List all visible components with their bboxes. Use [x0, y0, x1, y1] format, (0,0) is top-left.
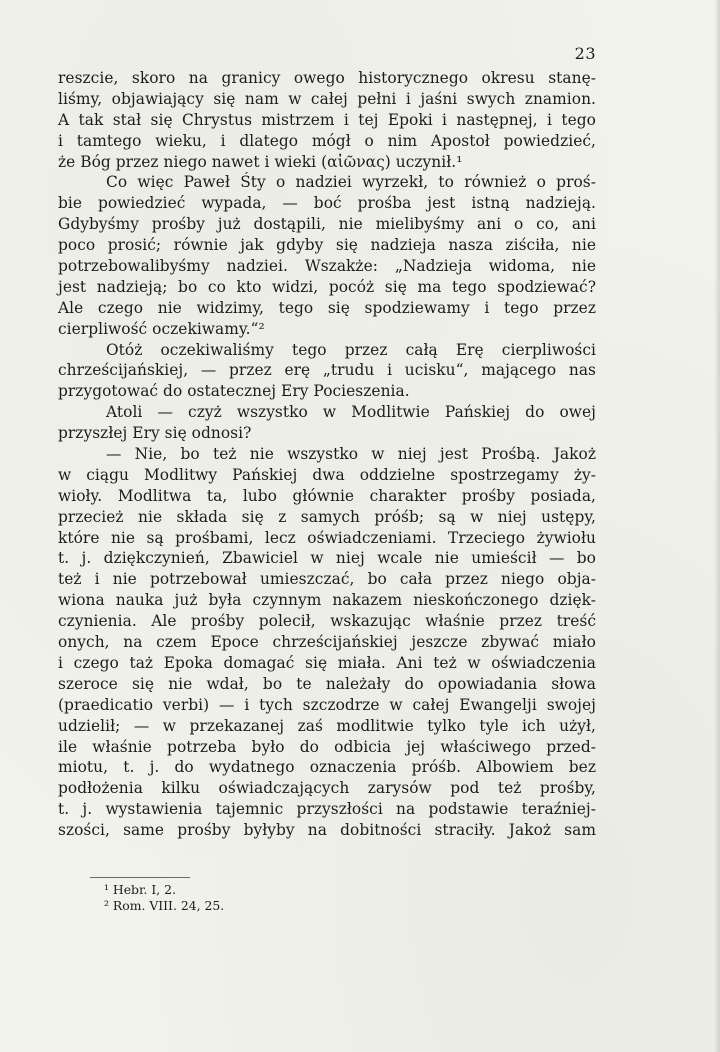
text-line: Ale czego nie widzimy, tego się spodziewamy i tego przez	[58, 298, 596, 317]
text-line: podłożenia kilku oświadczających zarysów pod też prośby,	[58, 779, 596, 798]
text-line: cierpliwość oczekiwamy.“²	[58, 319, 265, 338]
text-line: onych, na czem Epoce chrześcijańskiej jeszcze zbywać miało	[58, 633, 596, 652]
text-line: chrześcijańskiej, — przez erę „trudu i ucisku“, mającego nas	[58, 361, 596, 380]
text-line: w ciągu Modlitwy Pańskiej dwa oddzielne spostrzegamy ży-	[58, 465, 596, 484]
footnotes	[104, 882, 404, 914]
text-line: i czego taż Epoka domagać się miała. Ani też w oświadczenia	[58, 653, 596, 672]
text-line: przyszłej Ery się odnosi?	[58, 424, 252, 443]
text-line: miotu, t. j. do wydatnego oznaczenia próśb. Albowiem bez	[58, 758, 596, 777]
text-line: bie powiedzieć wypada, — boć prośba jest istną nadzieją.	[58, 194, 596, 213]
text-line: przecież nie składa się z samych próśb; są w niej ustępy,	[58, 507, 596, 526]
text-line: liśmy, objawiający się nam w całej pełni i jaśni swych znamion.	[58, 89, 596, 108]
text-line: A tak stał się Chrystus mistrzem i tej Epoki i następnej, i tego	[58, 110, 596, 129]
text-line: szeroce się nie wdał, bo te należały do opowiadania słowa	[58, 674, 596, 693]
page-edge-shadow	[714, 0, 720, 1052]
body-text	[58, 68, 596, 841]
text-line: t. j. dziękczynień, Zbawiciel w niej wcale nie umieścił — bo	[58, 549, 596, 568]
text-line: wiona nauka już była czynnym nakazem nieskończonego dzięk-	[58, 591, 596, 610]
text-line: też i nie potrzebował umieszczać, bo cała przez niego obja-	[58, 570, 596, 589]
text-line: że Bóg przez niego nawet i wieki (αἰῶνας) uczynił.¹	[58, 152, 463, 171]
text-line: i tamtego wieku, i dlatego mógł o nim Apostoł powiedzieć,	[58, 131, 596, 150]
text-line: Co więc Paweł Śty o nadziei wyrzekł, to również o proś-	[106, 173, 596, 192]
text-line: wioły. Modlitwa ta, lubo głównie charakter prośby posiada,	[58, 486, 596, 505]
text-line: reszcie, skoro na granicy owego historycznego okresu stanę-	[58, 69, 596, 87]
footnote-2: ² Rom. VIII. 24, 25.	[104, 898, 225, 913]
text-line: (praedicatio verbi) — i tych szczodrze w całej Ewangelji swojej	[58, 695, 596, 714]
footnote-separator	[90, 877, 190, 878]
text-line: szości, same prośby byłyby na dobitności straciły. Jakoż sam	[58, 821, 596, 840]
text-line: czynienia. Ale prośby polecił, wskazując właśnie przez treść	[58, 612, 596, 631]
text-line: Otóż oczekiwaliśmy tego przez całą Erę cierpliwości	[106, 340, 596, 359]
text-line: jest nadzieją; bo co kto widzi, pocóż się ma tego spodziewać?	[58, 277, 596, 296]
text-line: poco prosić; równie jak gdyby się nadzieja nasza ziściła, nie	[58, 236, 596, 255]
text-line: udzielił; — w przekazanej zaś modlitwie tylko tyle ich użył,	[58, 716, 596, 735]
text-line: Atoli — czyż wszystko w Modlitwie Pańskiej do owej	[106, 403, 596, 422]
text-line: Gdybyśmy prośby już dostąpili, nie mielibyśmy ani o co, ani	[58, 215, 596, 234]
text-line: przygotować do ostatecznej Ery Pocieszenia.	[58, 382, 410, 401]
text-line: potrzebowalibyśmy nadziei. Wszakże: „Nadzieja widoma, nie	[58, 257, 596, 276]
text-line: t. j. wystawienia tajemnic przyszłości na podstawie teraźniej-	[58, 800, 596, 819]
text-line: ile właśnie potrzeba było do odbicia jej właściwego przed-	[58, 737, 596, 756]
footnote-1: ¹ Hebr. I, 2.	[104, 882, 177, 897]
text-line: — Nie, bo też nie wszystko w niej jest Prośbą. Jakoż	[106, 445, 596, 464]
page-number: 23	[574, 44, 596, 63]
text-line: które nie są prośbami, lecz oświadczeniami. Trzeciego żywiołu	[58, 528, 596, 547]
